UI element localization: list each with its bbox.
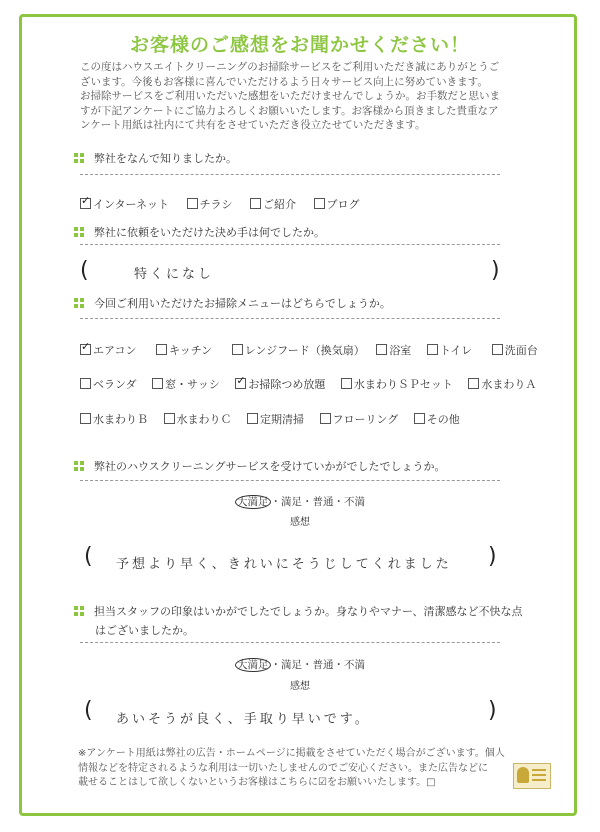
option-water-a[interactable]: 水まわりＡ — [468, 376, 536, 392]
option-washbasin[interactable]: 洗面台 — [492, 342, 538, 358]
q3-options-row3 — [80, 411, 460, 427]
checkbox-icon[interactable] — [164, 413, 175, 424]
option-bathroom[interactable]: 浴室 — [376, 342, 411, 358]
checkbox-checked-icon[interactable] — [80, 344, 91, 355]
rating-q4[interactable] — [0, 494, 600, 509]
question-1 — [74, 150, 237, 166]
footnote-line: 情報などを特定されるような利用は一切いたしませんのでご安心ください。また広告などに — [78, 762, 488, 774]
question-text: 担当スタッフの印象はいかがでしたでしょうか。身なりやマナー、清潔感など不快な点 — [94, 605, 523, 618]
answer-q5: あいそうが良く、手取り早いです。 — [116, 712, 371, 727]
rating-selected[interactable]: 大満足 — [237, 496, 269, 508]
checkbox-icon[interactable] — [80, 413, 91, 424]
option-referral[interactable]: ご紹介 — [250, 196, 296, 212]
checkbox-icon[interactable] — [414, 413, 425, 424]
answer-q2: 特くになし — [134, 267, 215, 282]
option-internet[interactable]: ✓インターネット — [80, 196, 169, 212]
option-regular-cleaning[interactable]: 定期清掃 — [247, 411, 304, 427]
checkbox-icon[interactable] — [156, 344, 167, 355]
impression-label: 感想 — [290, 681, 310, 692]
checkbox-icon[interactable] — [468, 378, 479, 389]
option-all-you-can-clean[interactable]: ✓ お掃除つめ放題 — [235, 376, 325, 392]
q1-options — [80, 196, 374, 212]
checkbox-icon[interactable] — [427, 344, 438, 355]
option-blog[interactable]: ブログ — [314, 196, 360, 212]
logo-mark-icon — [517, 767, 529, 783]
checkbox-icon[interactable] — [247, 413, 258, 424]
rating-options[interactable]: ・満足・普通・不満 — [270, 496, 365, 508]
option-flyer[interactable]: チラシ — [187, 196, 233, 212]
option-window-sash[interactable]: 窓・サッシ — [152, 376, 220, 392]
bullet-icon — [74, 461, 84, 471]
option-veranda[interactable]: ベランダ — [80, 376, 137, 392]
option-other[interactable]: その他 — [414, 411, 460, 427]
option-kitchen[interactable]: キッチン — [156, 342, 212, 358]
intro-line: この度はハウスエイトクリーニングのお掃除サービスをご利用いただき誠にありがとうご — [80, 61, 500, 73]
page-title: お客様のご感想をお聞かせください！ — [129, 34, 470, 56]
question-text: 今回ご利用いただけたお掃除メニューはどちらでしょうか。 — [94, 297, 391, 310]
option-range-hood[interactable]: レンジフード（換気扇） — [232, 342, 365, 358]
checkbox-icon[interactable] — [320, 413, 331, 424]
footnote-line: 載せることはして欲しくないというお客様はこちらに☑をお願いいたします。□ — [78, 777, 436, 788]
q3-options-row2 — [80, 376, 536, 392]
option-water-b[interactable]: 水まわりＢ — [80, 411, 148, 427]
footnote — [78, 747, 548, 791]
question-3 — [74, 295, 391, 311]
paren-open: ( — [80, 258, 89, 283]
intro-line: ンケート用紙は社内にて共有をさせていただき役立たせていただきます。 — [80, 119, 426, 131]
intro-line: すが下記アンケートにご協力よろしくお願いいたします。お客様から頂きました貴重なア — [80, 104, 499, 117]
rating-selected[interactable]: 大満足 — [237, 659, 269, 671]
bullet-icon — [74, 153, 84, 163]
checkbox-checked-icon[interactable] — [235, 378, 246, 389]
q3-options-row1 — [80, 342, 538, 358]
divider — [80, 244, 500, 245]
option-aircon[interactable]: ✓エアコン — [80, 342, 136, 358]
checkbox-checked-icon[interactable] — [80, 198, 91, 209]
company-logo — [513, 763, 551, 789]
checkbox-icon[interactable] — [492, 344, 503, 355]
checkbox-icon[interactable] — [187, 198, 198, 209]
checkbox-icon[interactable] — [341, 378, 352, 389]
bullet-icon — [74, 298, 84, 308]
answer-q4: 予想より早く、きれいにそうじしてくれました — [116, 557, 452, 572]
checkbox-icon[interactable] — [80, 378, 91, 389]
option-water-sp-set[interactable]: 水まわりＳＰセット — [341, 376, 453, 392]
impression-label: 感想 — [290, 517, 310, 528]
paren-open: ( — [84, 544, 93, 569]
option-flooring[interactable]: フローリング — [320, 411, 399, 427]
option-water-c[interactable]: 水まわりＣ — [164, 411, 232, 427]
divider — [80, 642, 500, 643]
paren-close: ) — [488, 544, 497, 569]
divider — [80, 174, 500, 175]
rating-q5[interactable] — [0, 657, 600, 672]
option-toilet[interactable]: トイレ — [427, 342, 472, 358]
question-text: 弊社のハウスクリーニングサービスを受けていかがでしたでしょうか。 — [94, 460, 446, 473]
divider — [80, 318, 500, 319]
paren-close: ) — [488, 698, 497, 723]
checkbox-icon[interactable] — [376, 344, 387, 355]
paren-close: ) — [491, 258, 500, 283]
checkbox-icon[interactable] — [250, 198, 261, 209]
paren-open: ( — [84, 698, 93, 723]
checkbox-icon[interactable] — [232, 344, 243, 355]
footnote-line: ※アンケート用紙は弊社の広告・ホームページに掲載をさせていただく場合がございます。個人 — [78, 748, 505, 759]
divider — [80, 480, 500, 481]
question-text: 弊社に依頼をいただけた決め手は何でしたか。 — [94, 226, 325, 239]
intro-text — [80, 60, 520, 133]
question-5-cont: はございましたか。 — [95, 624, 194, 637]
bullet-icon — [74, 606, 84, 616]
intro-line: お掃除サービスをご利用いただいた感想をいただけませんでしょうか。お手数だと思いま — [80, 90, 500, 102]
intro-line: ざいます。今後もお客様に喜んでいただけるよう日々サービス向上に努めていきます。 — [80, 75, 488, 88]
checkbox-icon[interactable] — [314, 198, 325, 209]
question-4 — [74, 458, 445, 474]
question-5 — [74, 603, 523, 619]
checkbox-icon[interactable] — [152, 378, 163, 389]
rating-options[interactable]: ・満足・普通・不満 — [270, 659, 365, 671]
question-text: 弊社をなんで知りましたか。 — [94, 152, 237, 165]
question-2 — [74, 224, 325, 240]
bullet-icon — [74, 227, 84, 237]
